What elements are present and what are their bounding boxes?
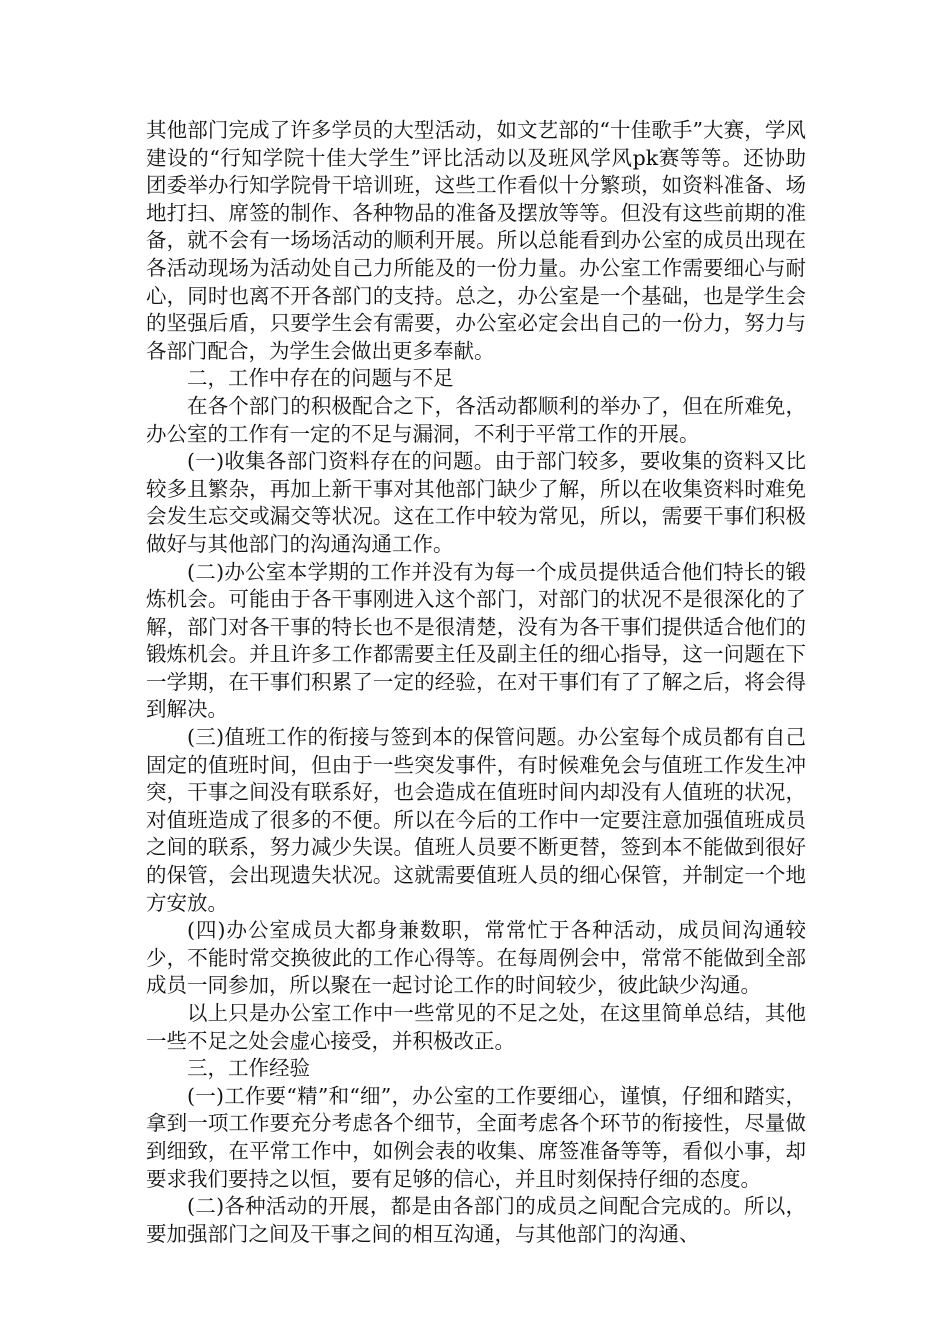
- paragraph-problem-2: (二)办公室本学期的工作并没有为每一个成员提供适合他们特长的锻炼机会。可能由于各干事刚进入这个部门，对部门的状况不是很深化的了解，部门对各干事的特长也不是很清楚，没有为各干事们提供适合他们的锻炼机会。并且许多工作都需要主任及副主任的细心指导，这一问题在下一学期，在干事们积累了一定的经验，在对干事们有了了解之后，将会得到解决。: [146, 559, 806, 722]
- paragraph-problem-3: (三)值班工作的衔接与签到本的保管问题。办公室每个成员都有自己固定的值班时间，但由于一些突发事件，有时候难免会与值班工作发生冲突，干事之间没有联系好，也会造成在值班时间内却没有人值班的状况，对值班造成了很多的不便。所以在今后的工作中一定要注意加强值班成员之间的联系，努力减少失误。值班人员要不断更替，签到本不能做到很好的保管，会出现遗失状况。这就需要值班人员的细心保管，并制定一个地方安放。: [146, 725, 806, 915]
- paragraph-problems-summary: 以上只是办公室工作中一些常见的不足之处，在这里简单总结，其他一些不足之处会虚心接受，并积极改正。: [146, 1001, 806, 1053]
- paragraph-problems-intro: 在各个部门的积极配合之下，各活动都顺利的举办了，但在所难免，办公室的工作有一定的不足与漏洞，不利于平常工作的开展。: [146, 393, 806, 446]
- section-heading-problems: 二，工作中存在的问题与不足: [187, 366, 454, 391]
- paragraph-problem-1: (一)收集各部门资料存在的问题。由于部门较多，要收集的资料又比较多且繁杂，再加上新干事对其他部门缺少了解，所以在收集资料时难免会发生忘交或漏交等状况。这在工作中较为常见，所以，需要干事们积极做好与其他部门的沟通沟通工作。: [146, 449, 806, 556]
- document-page: [146, 117, 806, 1248]
- paragraph-experience-2: (二)各种活动的开展，都是由各部门的成员之间配合完成的。所以，要加强部门之间及干事之间的相互沟通，与其他部门的沟通、: [146, 1194, 806, 1246]
- paragraph-experience-1: (一)工作要“精”和“细”，办公室的工作要细心，谨慎，仔细和踏实，拿到一项工作要充分考虑各个细节，全面考虑各个环节的衔接性，尽量做到细致，在平常工作中，如例会表的收集、席签准备等等，看似小事，却要求我们要持之以恒，要有足够的信心，并且时刻保持仔细的态度。: [146, 1083, 806, 1191]
- section-heading-experience: 三，工作经验: [187, 1056, 310, 1081]
- paragraph-continuation: 其他部门完成了许多学员的大型活动，如文艺部的“十佳歌手”大赛，学风建设的“行知学院十佳大学生”评比活动以及班风学风pk赛等等。还协助团委举办行知学院骨干培训班，这些工作看似十分繁琐，如资料准备、场地打扫、席签的制作、各种物品的准备及摆放等等。但没有这些前期的准备，就不会有一场场活动的顺利开展。所以总能看到办公室的成员出现在各活动现场为活动处自己力所能及的一份力量。办公室工作需要细心与耐心，同时也离不开各部门的支持。总之，办公室是一个基础，也是学生会的坚强后盾，只要学生会有需要，办公室必定会出自己的一份力，努力与各部门配合，为学生会做出更多奉献。: [146, 118, 806, 363]
- paragraph-problem-4: (四)办公室成员大都身兼数职，常常忙于各种活动，成员间沟通较少，不能时常交换彼此的工作心得等。在每周例会中，常常不能做到全部成员一同参加，所以聚在一起讨论工作的时间较少，彼此缺少沟通。: [146, 918, 806, 998]
